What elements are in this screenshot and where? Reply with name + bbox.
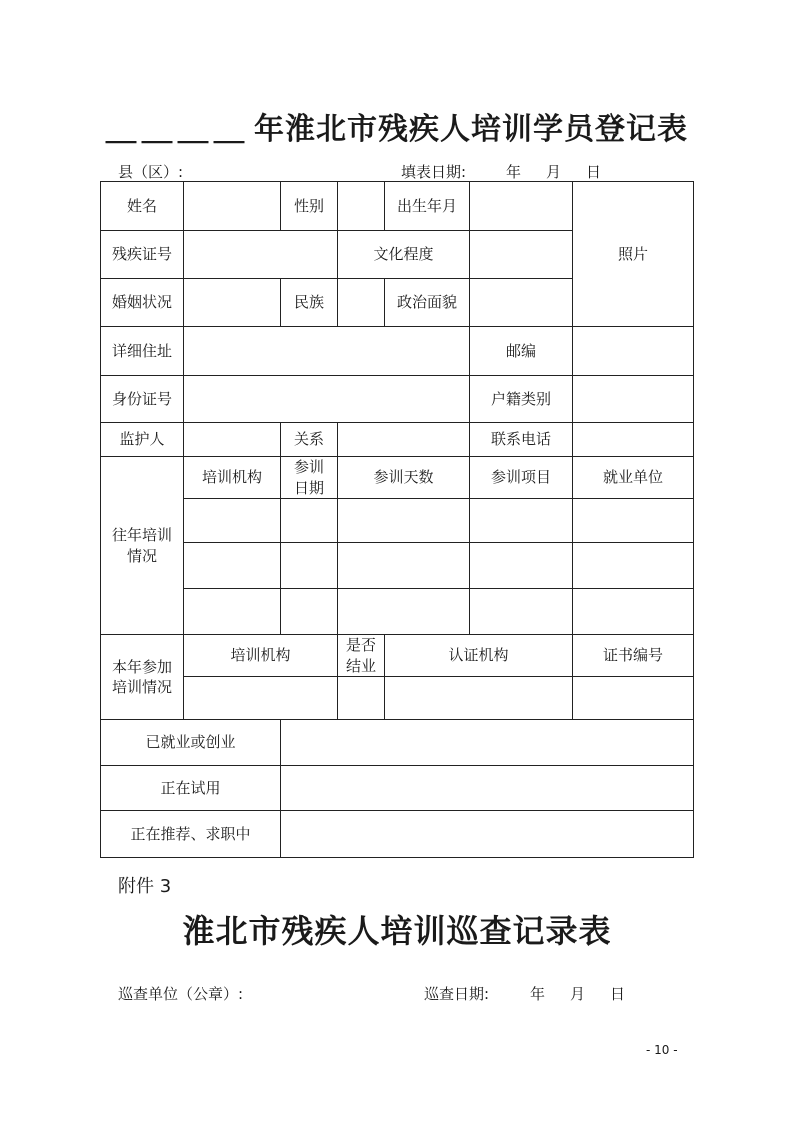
- table-row: [101, 376, 694, 423]
- inspection-date-month: 月: [570, 985, 586, 1003]
- current-training-label: [101, 635, 184, 720]
- current-org-cell[interactable]: [184, 677, 338, 720]
- status-seeking-label: 正在推荐、求职中: [101, 811, 281, 858]
- past-days-cell[interactable]: [338, 499, 470, 543]
- household-type-label: 户籍类别: [470, 376, 573, 423]
- relation-field[interactable]: [338, 423, 470, 457]
- past-days-cell[interactable]: [338, 589, 470, 635]
- inspection-unit-label: 巡查单位（公章）:: [118, 985, 244, 1003]
- inspection-date-label: 巡查日期:: [424, 985, 490, 1003]
- fill-date: [401, 161, 601, 182]
- table-row: [101, 720, 694, 766]
- name-field[interactable]: [184, 182, 281, 231]
- household-type-field[interactable]: [573, 376, 694, 423]
- current-cert-no-cell[interactable]: [573, 677, 694, 720]
- gender-label: 性别: [281, 182, 338, 231]
- birth-field[interactable]: [470, 182, 573, 231]
- guardian-label: 监护人: [101, 423, 184, 457]
- past-col-date-line1: 参训: [293, 458, 324, 477]
- current-cert-org-cell[interactable]: [385, 677, 573, 720]
- status-employed-field[interactable]: [281, 720, 694, 766]
- relation-label: 关系: [281, 423, 338, 457]
- guardian-field[interactable]: [184, 423, 281, 457]
- phone-label: 联系电话: [470, 423, 573, 457]
- table-row: [101, 423, 694, 457]
- past-project-cell[interactable]: [470, 589, 573, 635]
- ethnicity-field[interactable]: [338, 279, 385, 327]
- political-label: 政治面貌: [385, 279, 470, 327]
- table-row: [101, 589, 694, 635]
- table-row: [101, 635, 694, 677]
- photo-box[interactable]: 照片: [573, 182, 694, 327]
- past-org-cell[interactable]: [184, 543, 281, 589]
- birth-label: 出生年月: [385, 182, 470, 231]
- fill-date-day: 日: [586, 163, 602, 181]
- disability-cert-label: 残疾证号: [101, 231, 184, 279]
- current-training-label-line2: 培训情况: [111, 678, 172, 696]
- status-employed-label: 已就业或创业: [101, 720, 281, 766]
- ethnicity-label: 民族: [281, 279, 338, 327]
- registration-table: [100, 181, 694, 858]
- current-col-cert-org: 认证机构: [385, 635, 573, 677]
- id-number-field[interactable]: [184, 376, 470, 423]
- past-project-cell[interactable]: [470, 543, 573, 589]
- past-org-cell[interactable]: [184, 499, 281, 543]
- current-col-org: 培训机构: [184, 635, 338, 677]
- postcode-label: 邮编: [470, 327, 573, 376]
- past-training-label-line2: 情况: [126, 546, 157, 565]
- inspection-date: [424, 983, 625, 1004]
- education-field[interactable]: [470, 231, 573, 279]
- marital-field[interactable]: [184, 279, 281, 327]
- past-days-cell[interactable]: [338, 543, 470, 589]
- education-label: 文化程度: [338, 231, 470, 279]
- annex-label: 附件 3: [118, 876, 172, 897]
- fill-date-month: 月: [546, 163, 562, 181]
- status-seeking-field[interactable]: [281, 811, 694, 858]
- table-row: [101, 327, 694, 376]
- gender-field[interactable]: [338, 182, 385, 231]
- past-training-label: [101, 457, 184, 635]
- status-probation-label: 正在试用: [101, 766, 281, 811]
- postcode-field[interactable]: [573, 327, 694, 376]
- current-col-cert-no: 证书编号: [573, 635, 694, 677]
- county-label: 县（区）:: [118, 163, 184, 181]
- past-employer-cell[interactable]: [573, 543, 694, 589]
- id-number-label: 身份证号: [101, 376, 184, 423]
- current-col-completed-line1: 是否: [345, 636, 376, 655]
- past-date-cell[interactable]: [281, 543, 338, 589]
- past-col-employer: 就业单位: [573, 457, 694, 499]
- table-row: [101, 766, 694, 811]
- address-label: 详细住址: [101, 327, 184, 376]
- fill-date-year: 年: [506, 163, 522, 181]
- past-employer-cell[interactable]: [573, 589, 694, 635]
- table-row: [101, 499, 694, 543]
- marital-label: 婚姻状况: [101, 279, 184, 327]
- past-date-cell[interactable]: [281, 589, 338, 635]
- current-training-label-line1: 本年参加: [111, 657, 172, 676]
- form-title: [0, 104, 794, 148]
- current-completed-cell[interactable]: [338, 677, 385, 720]
- phone-field[interactable]: [573, 423, 694, 457]
- title-year-blank: ＿＿＿＿: [106, 112, 250, 147]
- past-employer-cell[interactable]: [573, 499, 694, 543]
- disability-cert-field[interactable]: [184, 231, 338, 279]
- address-field[interactable]: [184, 327, 470, 376]
- past-col-date: [281, 457, 338, 499]
- current-col-completed: [338, 635, 385, 677]
- past-col-project: 参训项目: [470, 457, 573, 499]
- past-org-cell[interactable]: [184, 589, 281, 635]
- past-col-org: 培训机构: [184, 457, 281, 499]
- inspection-form-title: 淮北市残疾人培训巡查记录表: [182, 912, 612, 950]
- table-row: [101, 811, 694, 858]
- table-row: [101, 182, 694, 231]
- past-date-cell[interactable]: [281, 499, 338, 543]
- name-label: 姓名: [101, 182, 184, 231]
- past-project-cell[interactable]: [470, 499, 573, 543]
- title-text: 年淮北市残疾人培训学员登记表: [254, 112, 688, 147]
- inspection-date-year: 年: [530, 985, 546, 1003]
- current-col-completed-line2: 结业: [345, 656, 376, 675]
- table-row: [101, 543, 694, 589]
- page-number: - 10 -: [646, 1043, 678, 1057]
- past-training-label-line1: 往年培训: [111, 526, 172, 545]
- fill-date-label: 填表日期:: [401, 163, 467, 181]
- past-col-days: 参训天数: [338, 457, 470, 499]
- status-probation-field[interactable]: [281, 766, 694, 811]
- inspection-date-day: 日: [610, 985, 626, 1003]
- table-row: [101, 677, 694, 720]
- table-row: [101, 457, 694, 499]
- political-field[interactable]: [470, 279, 573, 327]
- past-col-date-line2: 日期: [293, 478, 324, 497]
